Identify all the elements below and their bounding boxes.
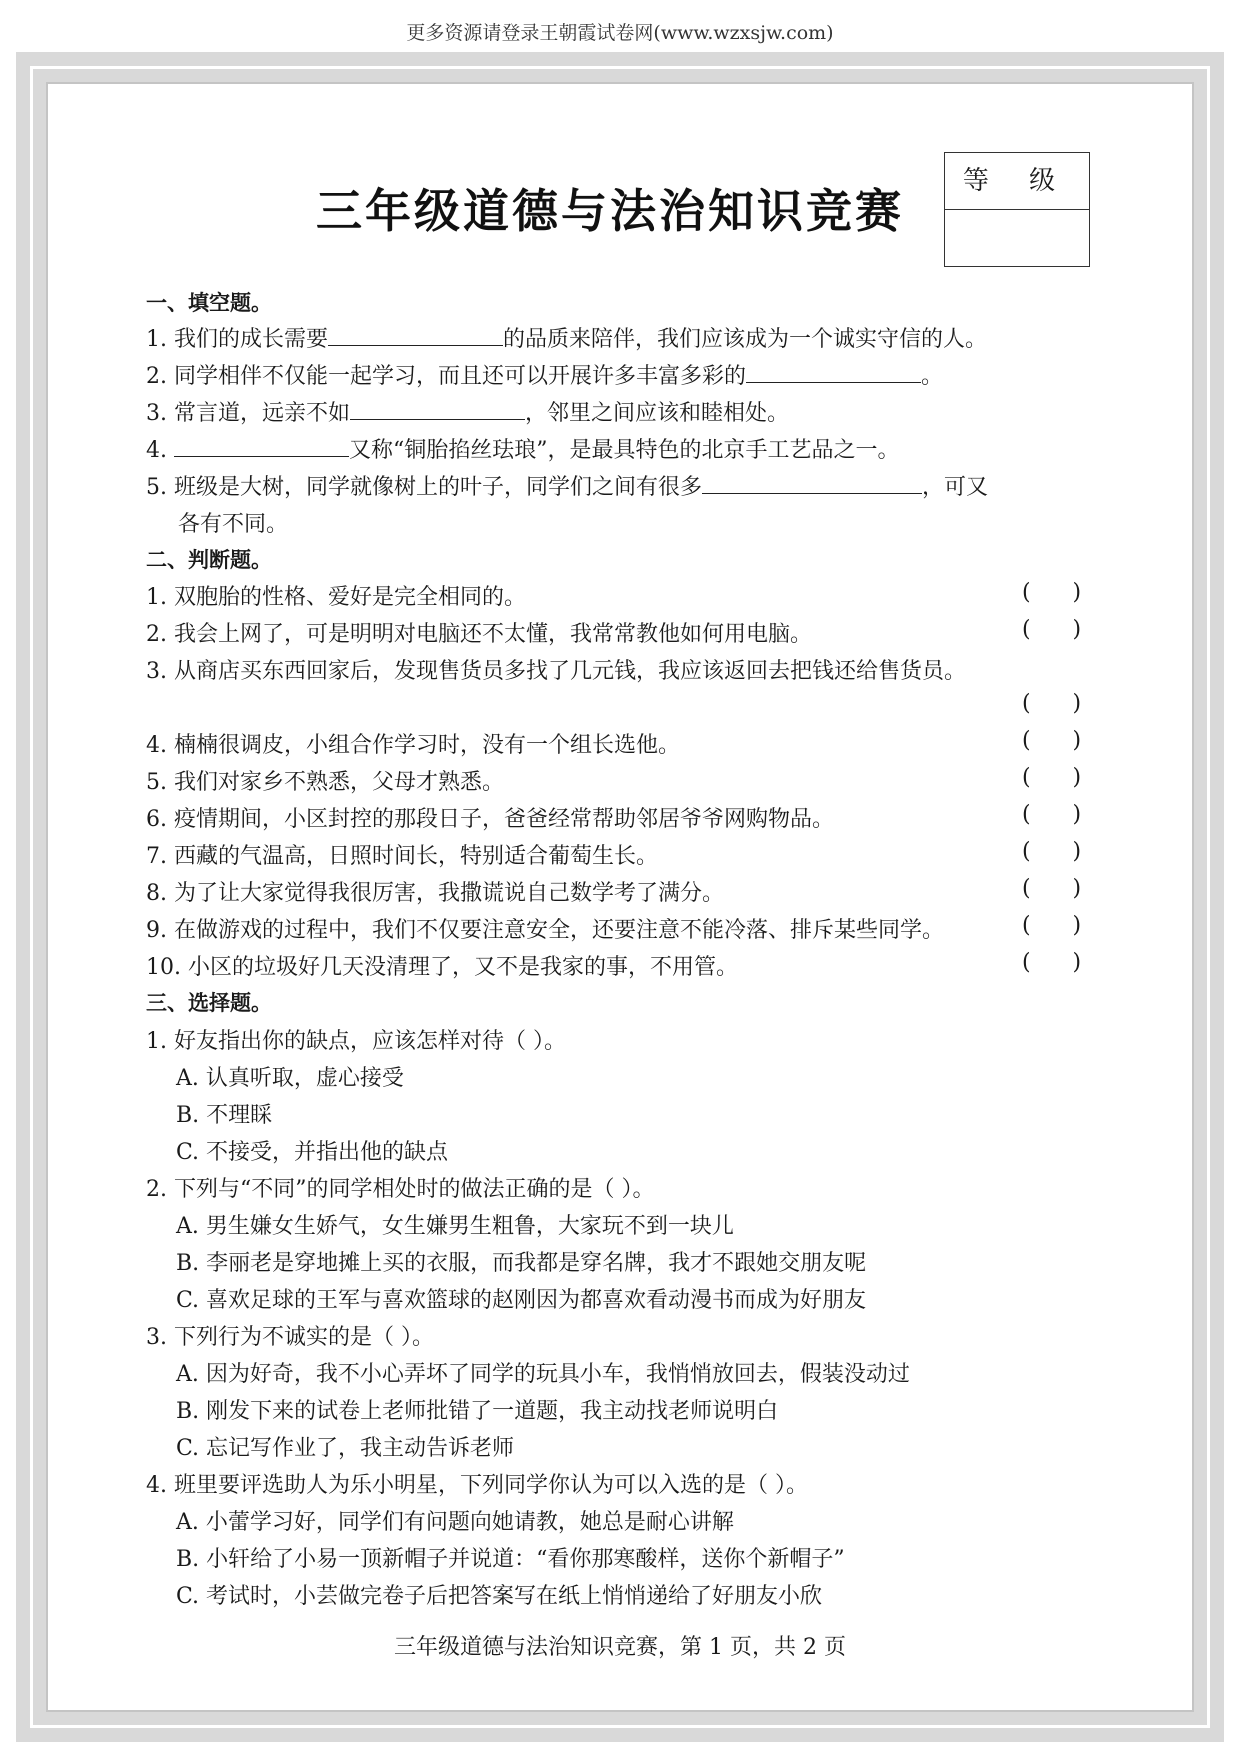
judge-answer-4[interactable]: ( ) xyxy=(1022,728,1082,753)
judge-answer-9[interactable]: ( ) xyxy=(1022,913,1082,938)
judge-answer-1[interactable]: ( ) xyxy=(1022,580,1082,605)
choice-question-2: 2. 下列与“不同”的同学相处时的做法正确的是（ ）。 xyxy=(146,1177,655,1202)
page-footer: 三年级道德与法治知识竞赛，第 1 页，共 2 页 xyxy=(394,1635,846,1660)
choice-q4-option-a[interactable]: A. 小蕾学习好，同学们有问题向她请教，她总是耐心讲解 xyxy=(176,1510,734,1535)
fill-q1-text-a: 1. 我们的成长需要 xyxy=(146,327,328,352)
fill-q2-blank[interactable] xyxy=(746,362,921,383)
fill-q4-text-a: 4. xyxy=(146,438,167,463)
choice-q2-option-b[interactable]: B. 李丽老是穿地摊上买的衣服，而我都是穿名牌，我才不跟她交朋友呢 xyxy=(176,1251,867,1276)
exam-title: 三年级道德与法治知识竞赛 xyxy=(316,184,904,238)
judge-question-6: 6. 疫情期间，小区封控的那段日子，爸爸经常帮助邻居爷爷网购物品。 xyxy=(146,807,834,832)
choice-q1-option-a[interactable]: A. 认真听取，虚心接受 xyxy=(176,1066,404,1091)
choice-q2-option-a[interactable]: A. 男生嫌女生娇气，女生嫌男生粗鲁，大家玩不到一块儿 xyxy=(176,1214,734,1239)
judge-question-8: 8. 为了让大家觉得我很厉害，我撒谎说自己数学考了满分。 xyxy=(146,881,724,906)
fill-q1-blank[interactable] xyxy=(328,325,503,346)
choice-q3-option-c[interactable]: C. 忘记写作业了，我主动告诉老师 xyxy=(176,1436,515,1461)
website-note: 更多资源请登录王朝霞试卷网(www.wzxsjw.com) xyxy=(406,22,834,44)
choice-q1-option-b[interactable]: B. 不理睬 xyxy=(176,1103,273,1128)
fill-question-5 xyxy=(146,470,988,501)
grade-box xyxy=(944,152,1090,267)
judge-question-5: 5. 我们对家乡不熟悉，父母才熟悉。 xyxy=(146,770,504,795)
fill-q3-blank[interactable] xyxy=(350,399,525,420)
choice-q4-option-c[interactable]: C. 考试时，小芸做完卷子后把答案写在纸上悄悄递给了好朋友小欣 xyxy=(176,1584,823,1609)
choice-q3-option-b[interactable]: B. 刚发下来的试卷上老师批错了一道题，我主动找老师说明白 xyxy=(176,1399,779,1424)
judge-answer-8[interactable]: ( ) xyxy=(1022,876,1082,901)
judge-answer-10[interactable]: ( ) xyxy=(1022,950,1082,975)
judge-question-10: 10. 小区的垃圾好几天没清理了，又不是我家的事，不用管。 xyxy=(146,955,738,980)
choice-q3-option-a[interactable]: A. 因为好奇，我不小心弄坏了同学的玩具小车，我悄悄放回去，假装没动过 xyxy=(176,1362,910,1387)
fill-q2-text-b: 。 xyxy=(921,364,944,389)
judge-question-9: 9. 在做游戏的过程中，我们不仅要注意安全，还要注意不能冷落、排斥某些同学。 xyxy=(146,918,944,943)
judge-question-7: 7. 西藏的气温高，日照时间长，特别适合葡萄生长。 xyxy=(146,844,658,869)
fill-q4-text-b: 又称“铜胎掐丝珐琅”，是最具特色的北京手工艺品之一。 xyxy=(349,438,900,463)
fill-q2-text-a: 2. 同学相伴不仅能一起学习，而且还可以开展许多丰富多彩的 xyxy=(146,364,746,389)
section-fill-heading: 一、填空题。 xyxy=(146,290,272,315)
fill-q4-blank[interactable] xyxy=(174,436,349,457)
judge-question-3: 3. 从商店买东西回家后，发现售货员多找了几元钱，我应该返回去把钱还给售货员。 xyxy=(146,659,966,684)
fill-question-1 xyxy=(146,322,987,353)
judge-answer-2[interactable]: ( ) xyxy=(1022,617,1082,642)
section-choice-heading: 三、选择题。 xyxy=(146,990,272,1015)
fill-question-2 xyxy=(146,359,943,390)
judge-question-2: 2. 我会上网了，可是明明对电脑还不太懂，我常常教他如何用电脑。 xyxy=(146,622,812,647)
judge-answer-5[interactable]: ( ) xyxy=(1022,765,1082,790)
section-judge-heading: 二、判断题。 xyxy=(146,547,272,572)
fill-question-3 xyxy=(146,396,789,427)
grade-label: 等 级 xyxy=(945,153,1089,210)
fill-q5-text-b: ，可又 xyxy=(922,475,989,500)
fill-q3-text-a: 3. 常言道，远亲不如 xyxy=(146,401,350,426)
judge-answer-7[interactable]: ( ) xyxy=(1022,839,1082,864)
choice-q4-option-b[interactable]: B. 小轩给了小易一顶新帽子并说道：“看你那寒酸样，送你个新帽子” xyxy=(176,1547,845,1572)
choice-question-3: 3. 下列行为不诚实的是（ ）。 xyxy=(146,1325,434,1350)
fill-question-4 xyxy=(146,433,900,464)
choice-q1-option-c[interactable]: C. 不接受，并指出他的缺点 xyxy=(176,1140,449,1165)
fill-q5-text-a: 5. 班级是大树，同学就像树上的叶子，同学们之间有很多 xyxy=(146,475,702,500)
fill-question-5-cont: 各有不同。 xyxy=(178,512,289,537)
choice-q2-option-c[interactable]: C. 喜欢足球的王军与喜欢篮球的赵刚因为都喜欢看动漫书而成为好朋友 xyxy=(176,1288,867,1313)
judge-answer-3[interactable]: ( ) xyxy=(1022,691,1082,716)
judge-question-4: 4. 楠楠很调皮，小组合作学习时，没有一个组长选他。 xyxy=(146,733,680,758)
choice-question-4: 4. 班里要评选助人为乐小明星，下列同学你认为可以入选的是（ ）。 xyxy=(146,1473,808,1498)
fill-q3-text-b: ，邻里之间应该和睦相处。 xyxy=(524,401,789,426)
judge-answer-6[interactable]: ( ) xyxy=(1022,802,1082,827)
fill-q1-text-b: 的品质来陪伴，我们应该成为一个诚实守信的人。 xyxy=(502,327,987,352)
judge-question-1: 1. 双胞胎的性格、爱好是完全相同的。 xyxy=(146,585,526,610)
choice-question-1: 1. 好友指出你的缺点，应该怎样对待（ ）。 xyxy=(146,1029,566,1054)
fill-q5-blank[interactable] xyxy=(702,473,922,494)
